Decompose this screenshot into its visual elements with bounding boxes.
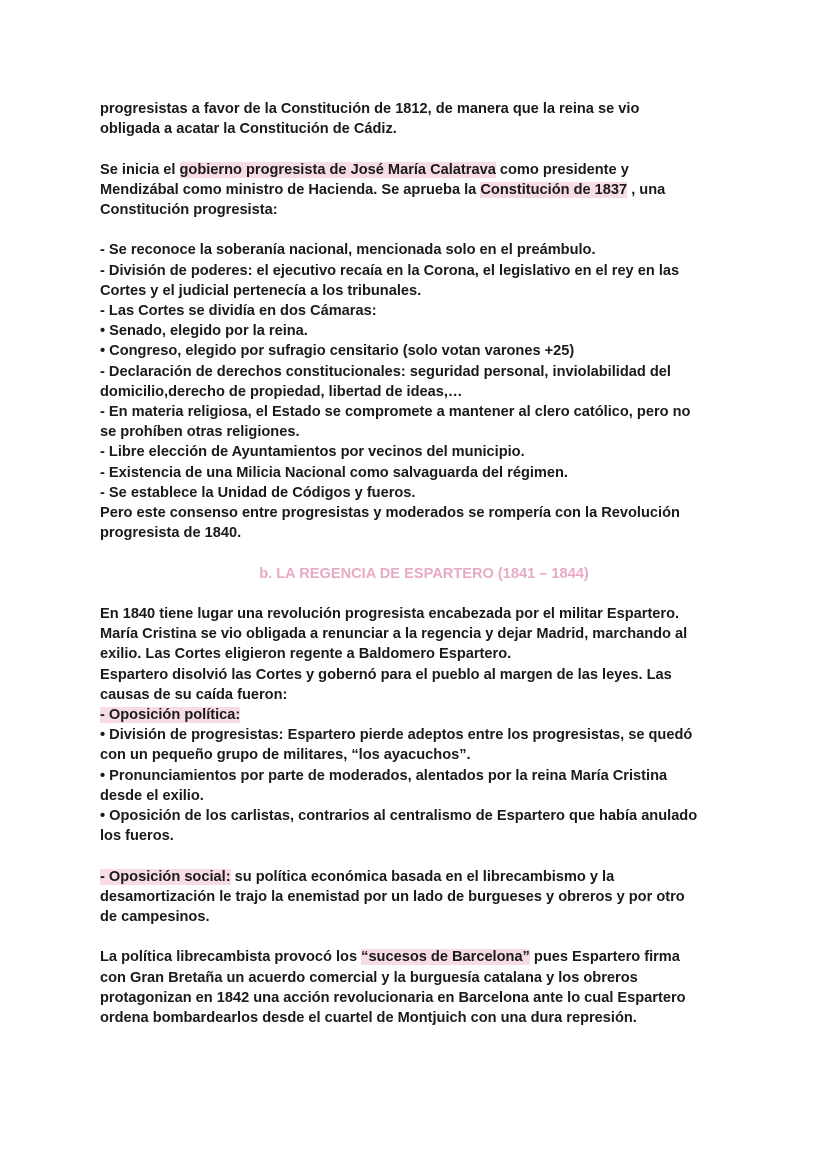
- text-line: Mendizábal como ministro de Hacienda. Se aprueba la Constitución de 1837 , una: [100, 181, 666, 198]
- text-line: María Cristina se vio obligada a renunciar a la regencia y dejar Madrid, marchando al: [100, 626, 688, 643]
- section-heading: b. LA REGENCIA DE ESPARTERO (1841 – 1844): [259, 565, 589, 582]
- text-line: de campesinos.: [100, 909, 210, 926]
- text-line: Espartero disolvió las Cortes y gobernó para el pueblo al margen de las leyes. Las: [100, 666, 672, 683]
- text-line: [100, 705, 740, 725]
- text-line: protagonizan en 1842 una acción revolucionaria en Barcelona ante lo cual Espartero: [100, 989, 686, 1006]
- highlight-constitucion-1837: Constitución de 1837: [480, 181, 628, 198]
- text-line: desamortización le trajo la enemistad por un lado de burgueses y obreros y por otro: [100, 888, 685, 905]
- highlight-sucesos-barcelona: “sucesos de Barcelona”: [361, 949, 530, 966]
- list-item: - Libre elección de Ayuntamientos por vecinos del municipio.: [100, 444, 525, 461]
- list-item: • Oposición de los carlistas, contrarios al centralismo de Espartero que había anulado: [100, 808, 698, 825]
- list-item: - Se reconoce la soberanía nacional, mencionada solo en el preámbulo.: [100, 242, 596, 259]
- paragraph-revolucion-1840: [100, 604, 740, 846]
- list-item: - Se establece la Unidad de Códigos y fueros.: [100, 484, 416, 501]
- text-line: Constitución progresista:: [100, 202, 278, 218]
- list-item: se prohíben otras religiones.: [100, 424, 300, 441]
- highlight-calatrava: gobierno progresista de José María Calatrava: [179, 161, 496, 178]
- text-line: La política librecambista provocó los “sucesos de Barcelona” pues Espartero firma: [100, 949, 680, 966]
- list-item: Cortes y el judicial pertenecía a los tribunales.: [100, 282, 422, 299]
- paragraph-oposicion-social: [100, 867, 740, 928]
- list-item: - En materia religiosa, el Estado se compromete a mantener al clero católico, pero no: [100, 404, 691, 421]
- list-item: • División de progresistas: Espartero pierde adeptos entre los progresistas, se quedó: [100, 727, 693, 744]
- list-item: • Senado, elegido por la reina.: [100, 323, 308, 340]
- paragraph-calatrava: [100, 160, 740, 221]
- text-line: exilio. Las Cortes eligieron regente a Baldomero Espartero.: [100, 646, 512, 663]
- text-line: causas de su caída fueron:: [100, 686, 288, 703]
- list-item: - Existencia de una Milicia Nacional como salvaguarda del régimen.: [100, 464, 568, 481]
- text-line: progresista de 1840.: [100, 525, 242, 542]
- list-constitucion-1837: [100, 240, 740, 543]
- highlight-oposicion-politica: - Oposición política:: [100, 707, 241, 724]
- list-item: - División de poderes: el ejecutivo recaía en la Corona, el legislativo en el rey en las: [100, 262, 680, 279]
- paragraph-sucesos-barcelona: [100, 947, 740, 1028]
- list-item: desde el exilio.: [100, 787, 204, 804]
- text-line: Se inicia el gobierno progresista de José María Calatrava como presidente y: [100, 161, 629, 178]
- text-line: obligada a acatar la Constitución de Cádiz.: [100, 121, 397, 138]
- text-line: con Gran Bretaña un acuerdo comercial y la burguesía catalana y los obreros: [100, 969, 638, 986]
- list-item: los fueros.: [100, 828, 174, 845]
- list-item: con un pequeño grupo de militares, “los ayacuchos”.: [100, 747, 471, 764]
- text-line: ordena bombardearlos desde el cuartel de Montjuich con una dura represión.: [100, 1010, 637, 1027]
- list-item: - Las Cortes se dividía en dos Cámaras:: [100, 303, 377, 319]
- list-item: domicilio,derecho de propiedad, libertad de ideas,…: [100, 383, 463, 400]
- highlight-oposicion-social: - Oposición social:: [100, 868, 231, 885]
- text-line: Pero este consenso entre progresistas y moderados se rompería con la Revolución: [100, 505, 680, 522]
- document-page: [100, 99, 740, 1028]
- paragraph-constitucion-1812: [100, 99, 740, 139]
- text-line: - Oposición social: su política económica basada en el librecambismo y la: [100, 868, 615, 885]
- text-line: progresistas a favor de la Constitución de 1812, de manera que la reina se vio: [100, 101, 640, 117]
- list-item: • Pronunciamientos por parte de moderados, alentados por la reina María Cristina: [100, 767, 668, 784]
- list-item: - Declaración de derechos constitucionales: seguridad personal, inviolabilidad del: [100, 363, 671, 380]
- list-item: • Congreso, elegido por sufragio censitario (solo votan varones +25): [100, 343, 575, 360]
- text-line: En 1840 tiene lugar una revolución progresista encabezada por el militar Espartero.: [100, 606, 680, 623]
